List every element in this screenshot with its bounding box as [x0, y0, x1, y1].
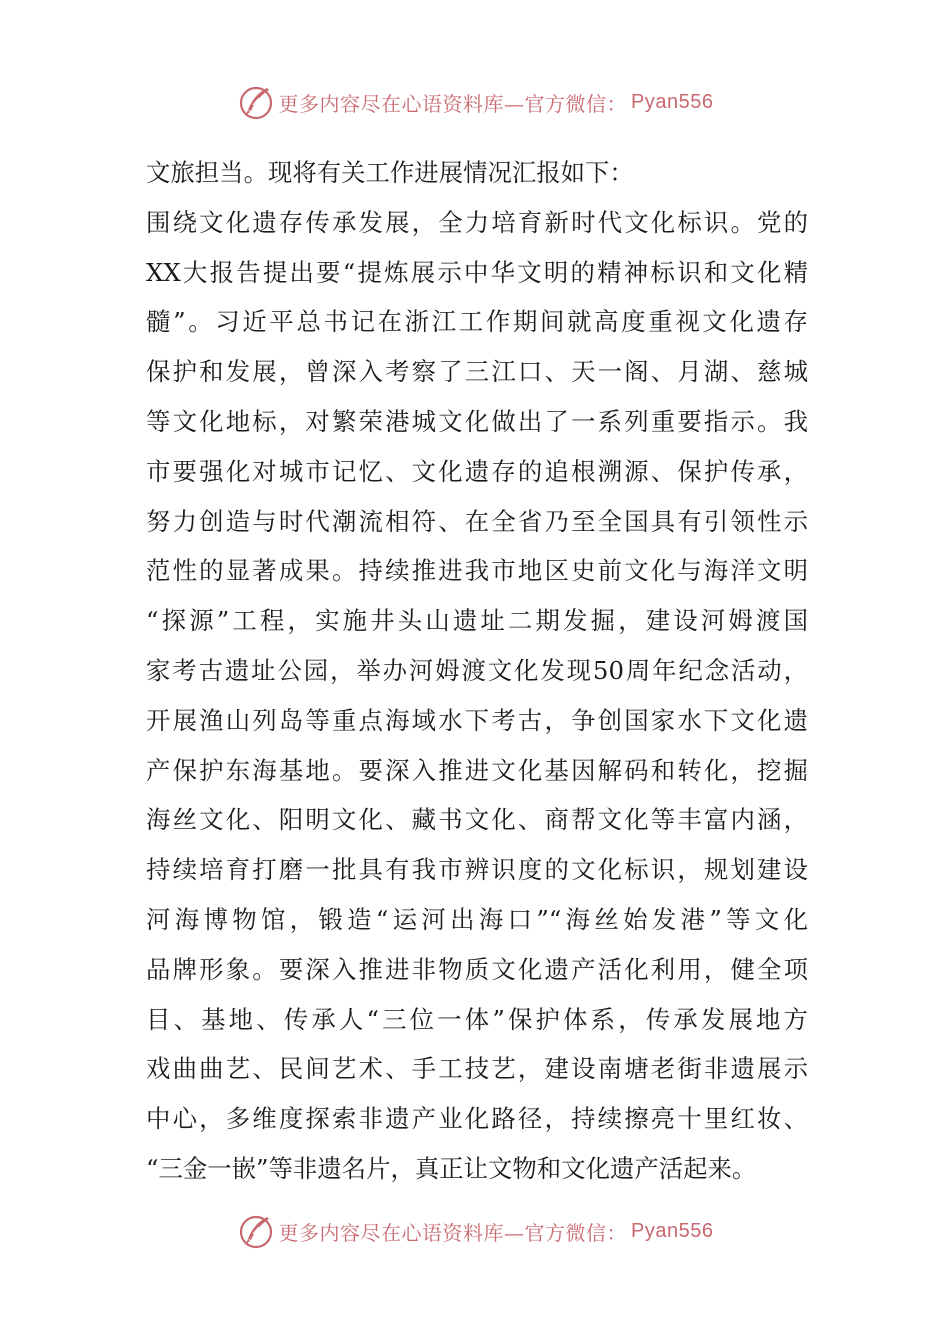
text-line: 市要强化对城市记忆、文化遗存的追根溯源、保护传承， [146, 456, 808, 486]
wechat-id: Pyan556 [631, 90, 714, 113]
text-line: 海丝文化、阳明文化、藏书文化、商帮文化等丰富内涵， [146, 805, 808, 835]
text-line: 努力创造与时代潮流相符、在全省乃至全国具有引领性示 [146, 506, 808, 536]
text-line: “三金一嵌”等非遗名片，真正让文物和文化遗产活起来。 [146, 1153, 757, 1183]
text-line: “探源”工程，实施井头山遗址二期发掘，建设河姆渡国 [146, 606, 808, 636]
text-line: 持续培育打磨一批具有我市辨识度的文化标识，规划建设 [146, 855, 808, 885]
text-line: 等文化地标，对繁荣港城文化做出了一系列重要指示。我 [146, 406, 808, 436]
text-line: 保护和发展，曾深入考察了三江口、天一阁、月湖、慈城 [146, 357, 808, 387]
article-body [146, 148, 808, 1194]
wechat-id: Pyan556 [631, 1219, 714, 1242]
quill-pen-icon [237, 83, 275, 121]
text-line: 中心，多维度探索非遗产业化路径，持续擦亮十里红妆、 [146, 1104, 808, 1134]
text-line: 产保护东海基地。要深入推进文化基因解码和转化，挖掘 [146, 755, 808, 785]
header-banner[interactable] [0, 82, 950, 122]
text-line: 家考古遗址公园，举办河姆渡文化发现50周年纪念活动， [146, 655, 808, 685]
text-line: 目、基地、传承人“三位一体”保护体系，传承发展地方 [146, 1004, 808, 1034]
text-line: 文旅担当。现将有关工作进展情况汇报如下： [146, 158, 634, 187]
text-line: XX大报告提出要“提炼展示中华文明的精神标识和文化精 [146, 257, 808, 287]
text-line: 品牌形象。要深入推进非物质文化遗产活化利用，健全项 [146, 954, 808, 984]
banner-text: 更多内容尽在心语资料库—官方微信： [278, 1220, 628, 1245]
text-line: 河海博物馆，锻造“运河出海口”“海丝始发港”等文化 [146, 904, 808, 934]
text-line: 戏曲曲艺、民间艺术、手工技艺，建设南塘老街非遗展示 [146, 1054, 808, 1084]
text-line: 范性的显著成果。持续推进我市地区史前文化与海洋文明 [146, 556, 808, 586]
footer-banner[interactable] [0, 1211, 950, 1251]
text-line: 围绕文化遗存传承发展，全力培育新时代文化标识。党的 [146, 207, 808, 237]
text-line: 开展渔山列岛等重点海域水下考古，争创国家水下文化遗 [146, 705, 808, 735]
banner-text: 更多内容尽在心语资料库—官方微信： [278, 91, 628, 116]
text-line: 髓”。习近平总书记在浙江工作期间就高度重视文化遗存 [146, 307, 808, 337]
quill-pen-icon [237, 1212, 275, 1250]
